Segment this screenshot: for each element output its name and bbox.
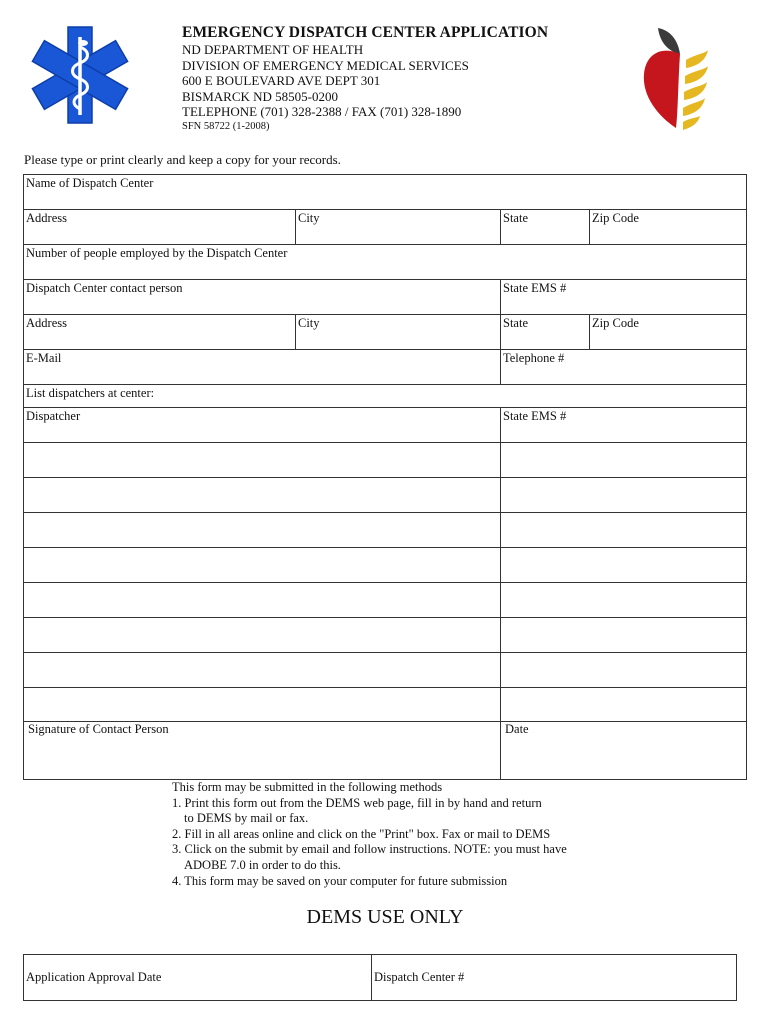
list-dispatchers-label: List dispatchers at center: [26, 386, 155, 400]
dems-use-only-box [23, 954, 737, 1001]
star-of-life-icon [31, 25, 129, 125]
instruction-line: This form may be submitted in the following methods [172, 780, 443, 794]
form-number: SFN 58722 (1-2008) [182, 121, 270, 132]
form-title: EMERGENCY DISPATCH CENTER APPLICATION [182, 24, 549, 41]
contact-address-field[interactable] [24, 315, 295, 349]
dispatcher-name-input[interactable] [24, 688, 500, 721]
dispatcher-ems-input[interactable] [500, 618, 747, 652]
dispatcher-name-input[interactable] [24, 443, 500, 477]
dispatcher-ems-input[interactable] [500, 513, 747, 547]
instructions-intro: Please type or print clearly and keep a copy for your records. [24, 152, 341, 167]
contact-zip-code-field[interactable] [589, 315, 747, 349]
dispatch-center-name-label: Name of Dispatch Center [26, 176, 154, 190]
contact-state-label: State [503, 316, 528, 330]
dispatcher-header-row [24, 408, 746, 443]
contact-person-label: Dispatch Center contact person [26, 281, 183, 295]
state-field[interactable] [500, 210, 589, 244]
contact-city-label: City [298, 316, 320, 330]
dispatcher-row [24, 618, 746, 653]
dispatcher-row [24, 688, 746, 722]
contact-row [24, 280, 746, 315]
dispatcher-ems-input[interactable] [500, 688, 747, 721]
instruction-line: 4. This form may be saved on your computer for future submission [172, 873, 508, 888]
zip-code-label: Zip Code [592, 211, 639, 225]
dispatcher-ems-input[interactable] [500, 583, 747, 617]
contact-state-ems-field[interactable] [500, 280, 747, 314]
contact-zip-code-label: Zip Code [592, 316, 639, 330]
dispatcher-name-input[interactable] [24, 478, 500, 512]
dispatch-center-number-label: Dispatch Center # [374, 970, 465, 984]
dispatcher-row [24, 513, 746, 548]
telephone-label: Telephone # [503, 351, 565, 365]
approval-date-label: Application Approval Date [26, 970, 162, 984]
instruction-line: 3. Click on the submit by email and follow instructions. NOTE: you must have [172, 842, 567, 857]
date-label: Date [505, 722, 529, 736]
dispatcher-row [24, 653, 746, 688]
contact-person-field[interactable] [24, 280, 500, 314]
email-field[interactable] [24, 350, 500, 384]
email-label: E-Mail [26, 351, 62, 365]
zip-code-field[interactable] [589, 210, 747, 244]
contact-state-ems-label: State EMS # [503, 281, 567, 295]
address-label: Address [26, 211, 67, 225]
dispatcher-row [24, 443, 746, 478]
signature-row [24, 722, 746, 779]
dispatcher-label: Dispatcher [26, 409, 81, 423]
city-field[interactable] [295, 210, 500, 244]
division-name: DIVISION OF EMERGENCY MEDICAL SERVICES [182, 58, 469, 73]
address-field[interactable] [24, 210, 295, 244]
employees-field[interactable] [24, 245, 746, 279]
dispatcher-name-input[interactable] [24, 618, 500, 652]
application-form [23, 174, 747, 780]
dispatch-center-number-field[interactable] [371, 955, 736, 1000]
instruction-line: to DEMS by mail or fax. [184, 811, 309, 826]
dems-use-only-heading: DEMS USE ONLY [306, 906, 464, 928]
dispatcher-ems-input[interactable] [500, 478, 747, 512]
dispatcher-ems-input[interactable] [500, 548, 747, 582]
contact-city-field[interactable] [295, 315, 500, 349]
contact-state-field[interactable] [500, 315, 589, 349]
dispatch-center-name-field[interactable] [24, 175, 746, 209]
approval-date-field[interactable] [24, 955, 371, 1000]
list-dispatchers-row [24, 385, 746, 408]
telephone-field[interactable] [500, 350, 747, 384]
employees-row [24, 245, 746, 280]
dispatcher-field[interactable] [24, 408, 500, 442]
department-name: ND DEPARTMENT OF HEALTH [182, 42, 364, 57]
employees-label: Number of people employed by the Dispatch Center [26, 246, 288, 260]
dispatcher-name-input[interactable] [24, 653, 500, 687]
dispatcher-ems-field[interactable] [500, 408, 747, 442]
dispatcher-row [24, 478, 746, 513]
contact-address-label: Address [26, 316, 67, 330]
dispatcher-row [24, 548, 746, 583]
city-label: City [298, 211, 320, 225]
name-row [24, 175, 746, 210]
signature-label: Signature of Contact Person [28, 722, 169, 736]
signature-field[interactable] [24, 722, 500, 779]
dispatcher-name-input[interactable] [24, 513, 500, 547]
submission-instructions [172, 780, 567, 889]
state-label: State [503, 211, 528, 225]
dispatcher-name-input[interactable] [24, 548, 500, 582]
dispatcher-ems-input[interactable] [500, 443, 747, 477]
nd-health-apple-logo-icon [640, 24, 712, 132]
dispatcher-ems-input[interactable] [500, 653, 747, 687]
dispatcher-name-input[interactable] [24, 583, 500, 617]
dispatcher-ems-label: State EMS # [503, 409, 567, 423]
contact-address-row [24, 315, 746, 350]
instruction-line: 2. Fill in all areas online and click on the "Print" box. Fax or mail to DEMS [172, 826, 551, 841]
instruction-line: ADOBE 7.0 in order to do this. [184, 857, 341, 872]
date-field[interactable] [500, 722, 747, 779]
email-row [24, 350, 746, 385]
phone-fax: TELEPHONE (701) 328-2388 / FAX (701) 328-1890 [182, 104, 462, 119]
city-state-zip: BISMARCK ND 58505-0200 [182, 89, 339, 104]
dispatcher-row [24, 583, 746, 618]
street-address: 600 E BOULEVARD AVE DEPT 301 [182, 73, 381, 88]
address-row [24, 210, 746, 245]
instruction-line: 1. Print this form out from the DEMS web page, fill in by hand and return [172, 795, 542, 810]
